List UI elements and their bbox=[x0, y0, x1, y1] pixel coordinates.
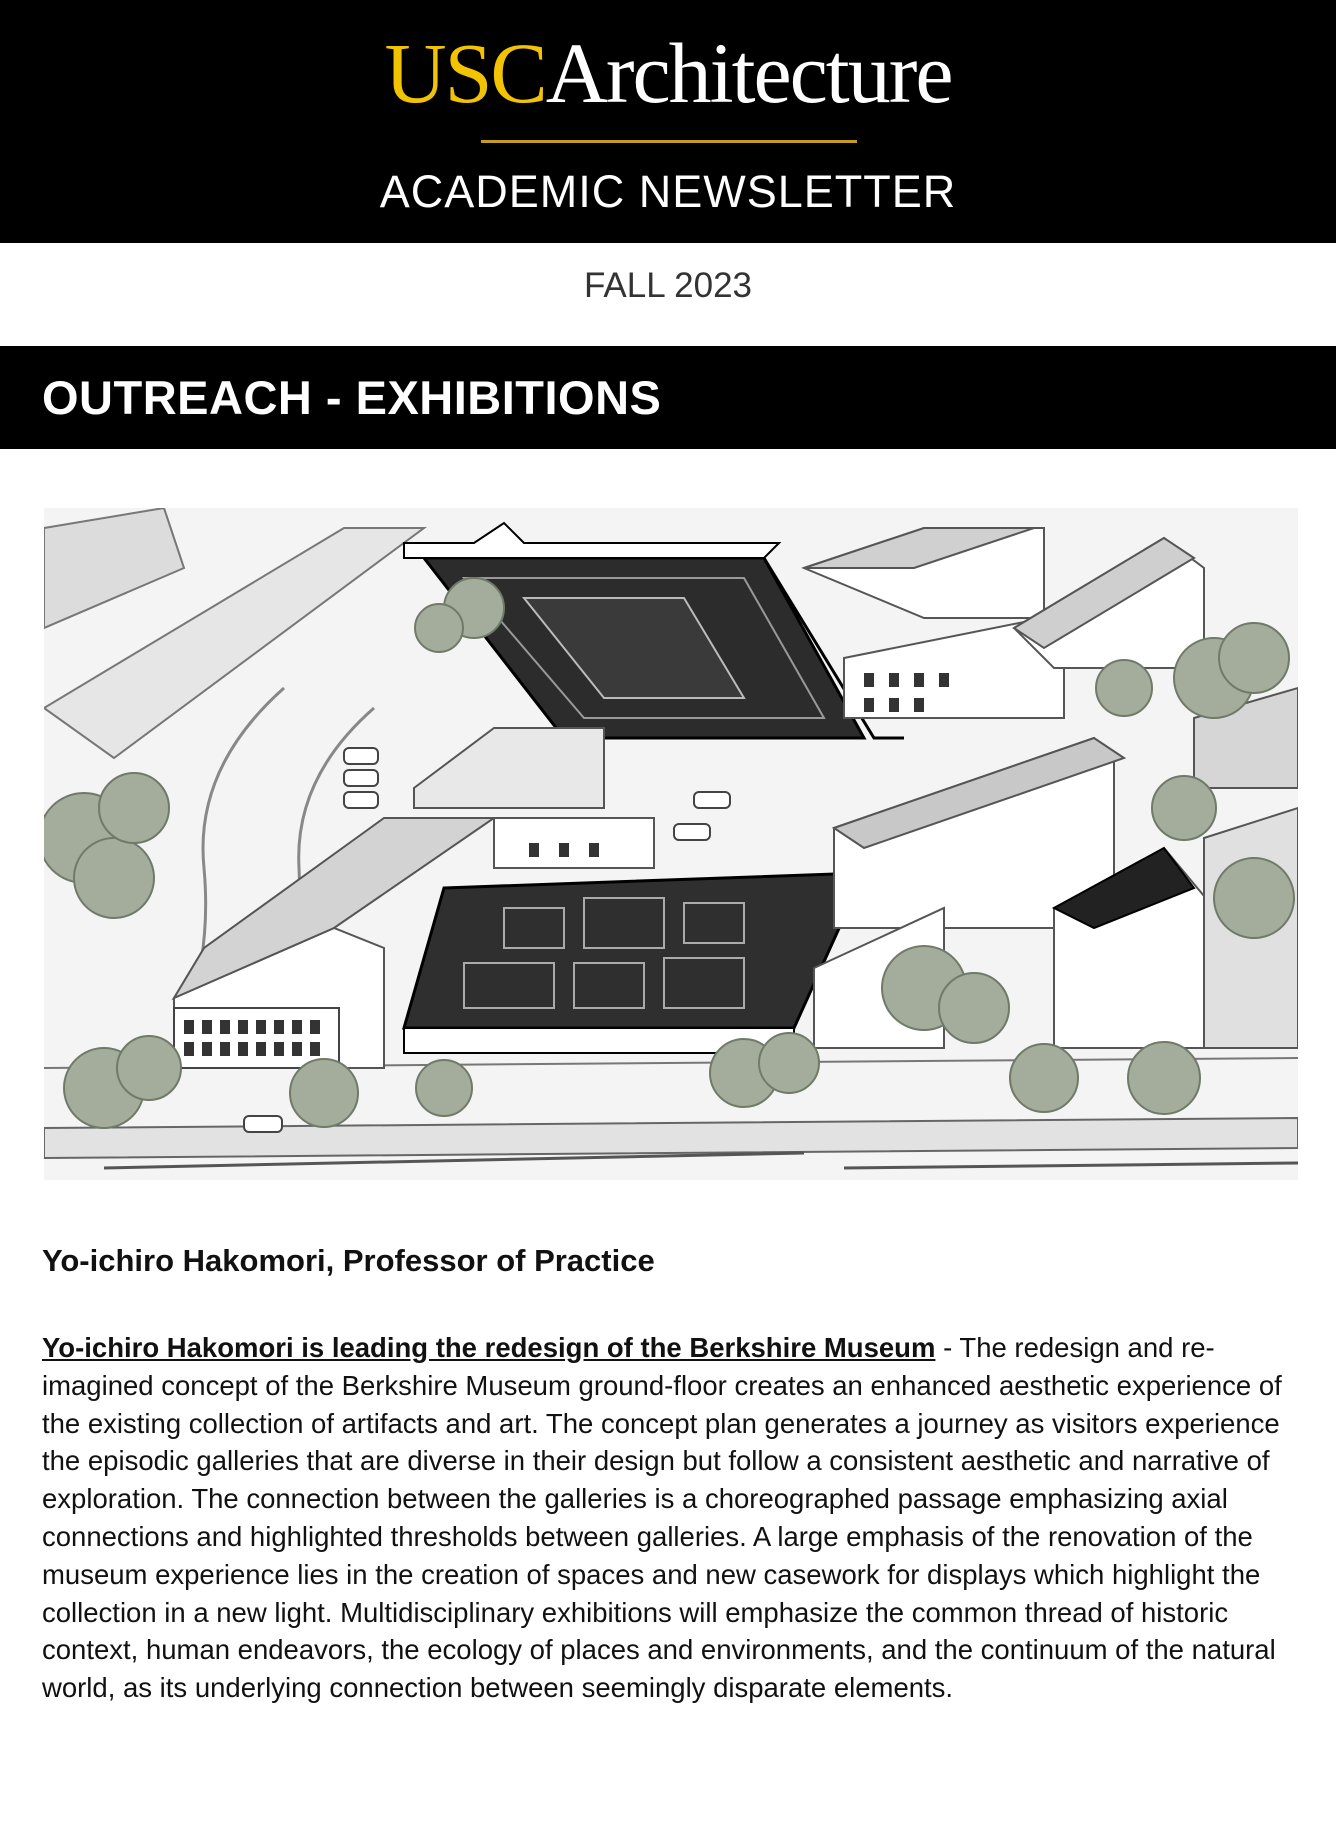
headline-separator: - bbox=[935, 1332, 960, 1363]
article-byline: Yo-ichiro Hakomori, Professor of Practice bbox=[42, 1243, 655, 1278]
article-body bbox=[42, 1329, 1297, 1707]
article-body-text: The redesign and re-imagined concept of the Berkshire Museum ground-floor creates an enhanced aesthetic experience of the existing collection of artifacts and art. The concept plan generates a journey as visitors experience the episodic galleries that are diverse in their design but follow a consistent aesthetic and narrative of exploration. The connection between the galleries is a choreographed passage emphasizing axial connections and highlighted thresholds between galleries. A large emphasis of the renovation of the museum experience lies in the creation of spaces and new casework for displays which highlight the collection in a new light. Multidisciplinary exhibitions will emphasize the common thread of historic context, human endeavors, the ecology of places and environments, and the continuum of the natural world, as its underlying connection between seemingly disparate elements. bbox=[42, 1332, 1282, 1704]
section-header-bar bbox=[0, 346, 1336, 449]
newsletter-header bbox=[0, 0, 1336, 243]
newsletter-subtitle: ACADEMIC NEWSLETTER bbox=[379, 166, 957, 217]
issue-label: FALL 2023 bbox=[583, 266, 752, 305]
logo-usc-text: USC bbox=[384, 25, 546, 121]
axonometric-drawing bbox=[44, 508, 1298, 1180]
museum-axonometric-illustration[interactable] bbox=[44, 508, 1298, 1180]
logo-architecture-text: Architecture bbox=[545, 25, 952, 121]
section-title: OUTREACH - EXHIBITIONS bbox=[42, 371, 662, 424]
berkshire-museum-link[interactable]: Yo-ichiro Hakomori is leading the redesign of the Berkshire Museum bbox=[42, 1332, 936, 1363]
usc-architecture-logo[interactable] bbox=[0, 25, 1336, 121]
gold-divider bbox=[481, 140, 857, 143]
